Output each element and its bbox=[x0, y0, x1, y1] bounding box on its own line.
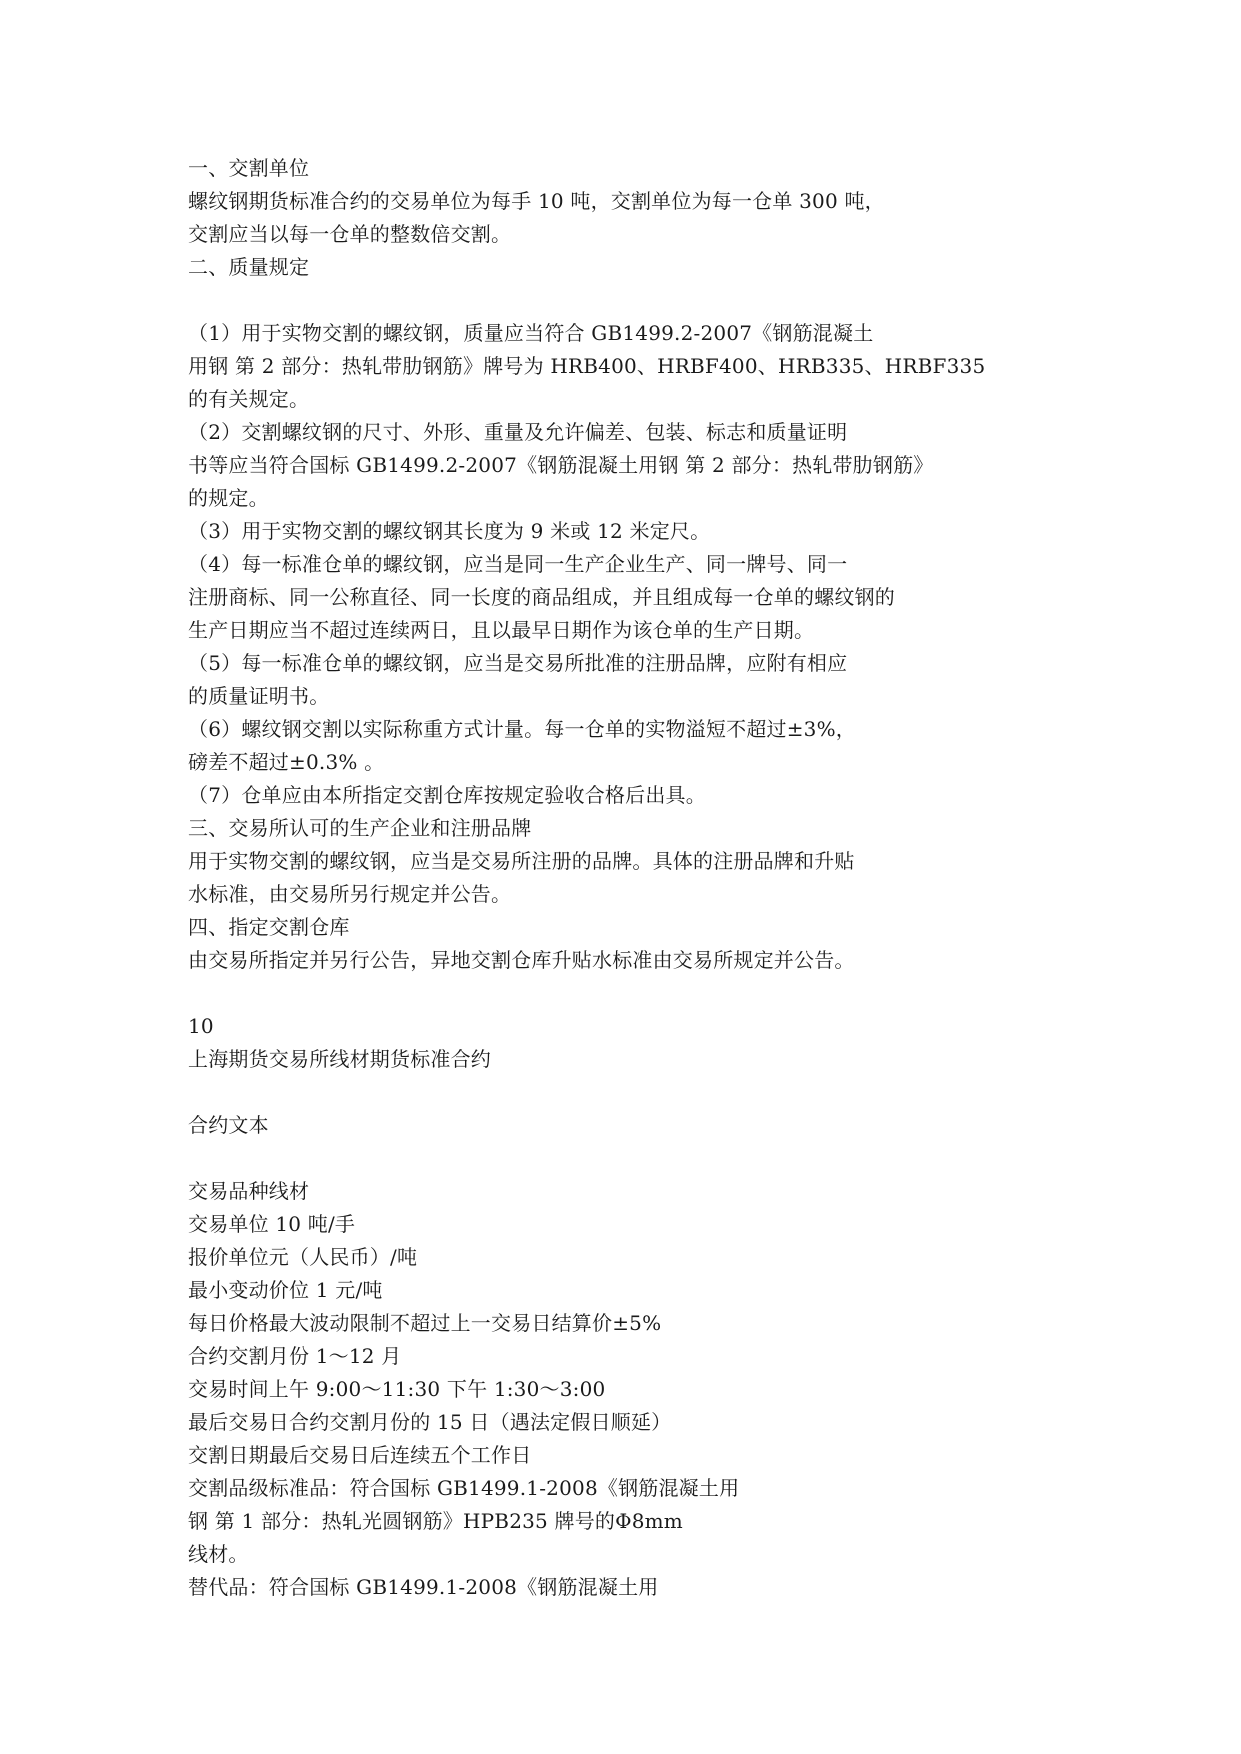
page-number: 10 bbox=[188, 1014, 214, 1038]
paragraph-line: （2）交割螺纹钢的尺寸、外形、重量及允许偏差、包装、标志和质量证明 bbox=[188, 420, 848, 444]
contract-term-line: 最小变动价位 1 元/吨 bbox=[188, 1278, 383, 1302]
contract-term-line: 每日价格最大波动限制不超过上一交易日结算价±5% bbox=[188, 1311, 662, 1335]
paragraph-line: 水标准，由交易所另行规定并公告。 bbox=[188, 882, 512, 906]
paragraph-line: 用于实物交割的螺纹钢，应当是交易所注册的品牌。具体的注册品牌和升贴 bbox=[188, 849, 855, 873]
paragraph-line: 的有关规定。 bbox=[188, 387, 310, 411]
document-page bbox=[188, 152, 1188, 1604]
blank-line bbox=[188, 1076, 1188, 1109]
contract-term-line: 钢 第 1 部分：热轧光圆钢筋》HPB235 牌号的Φ8mm bbox=[188, 1509, 683, 1533]
contract-term-line: 线材。 bbox=[188, 1542, 249, 1566]
paragraph-line: （4）每一标准仓单的螺纹钢，应当是同一生产企业生产、同一牌号、同一 bbox=[188, 552, 848, 576]
contract-term-line: 报价单位元（人民币）/吨 bbox=[188, 1245, 418, 1269]
paragraph-line: 磅差不超过±0.3% 。 bbox=[188, 750, 385, 774]
paragraph-line: 用钢 第 2 部分：热轧带肋钢筋》牌号为 HRB400、HRBF400、HRB335、HRBF335 bbox=[188, 354, 986, 378]
paragraph-line: 的规定。 bbox=[188, 486, 269, 510]
contract-term-line: 交割品级标准品：符合国标 GB1499.1-2008《钢筋混凝土用 bbox=[188, 1476, 740, 1500]
contract-term-line: 交易时间上午 9:00～11:30 下午 1:30～3:00 bbox=[188, 1377, 606, 1401]
section-heading: 合约文本 bbox=[188, 1113, 269, 1137]
paragraph-line: 注册商标、同一公称直径、同一长度的商品组成，并且组成每一仓单的螺纹钢的 bbox=[188, 585, 895, 609]
section-heading: 四、指定交割仓库 bbox=[188, 915, 350, 939]
contract-term-line: 交割日期最后交易日后连续五个工作日 bbox=[188, 1443, 532, 1467]
paragraph-line: 由交易所指定并另行公告，异地交割仓库升贴水标准由交易所规定并公告。 bbox=[188, 948, 855, 972]
paragraph-line: （1）用于实物交割的螺纹钢，质量应当符合 GB1499.2-2007《钢筋混凝土 bbox=[188, 321, 874, 345]
paragraph-line: （3）用于实物交割的螺纹钢其长度为 9 米或 12 米定尺。 bbox=[188, 519, 711, 543]
paragraph-line: 交割应当以每一仓单的整数倍交割。 bbox=[188, 222, 512, 246]
paragraph-line: 生产日期应当不超过连续两日，且以最早日期作为该仓单的生产日期。 bbox=[188, 618, 815, 642]
paragraph-line: 书等应当符合国标 GB1499.2-2007《钢筋混凝土用钢 第 2 部分：热轧带肋钢筋》 bbox=[188, 453, 934, 477]
document-title: 上海期货交易所线材期货标准合约 bbox=[188, 1047, 491, 1071]
paragraph-line: 螺纹钢期货标准合约的交易单位为每手 10 吨，交割单位为每一仓单 300 吨， bbox=[188, 189, 885, 213]
contract-term-line: 交易单位 10 吨/手 bbox=[188, 1212, 356, 1236]
blank-line bbox=[188, 977, 1188, 1010]
section-heading: 二、质量规定 bbox=[188, 255, 310, 279]
contract-term-line: 替代品：符合国标 GB1499.1-2008《钢筋混凝土用 bbox=[188, 1575, 659, 1599]
paragraph-line: 的质量证明书。 bbox=[188, 684, 330, 708]
paragraph-line: （7）仓单应由本所指定交割仓库按规定验收合格后出具。 bbox=[188, 783, 706, 807]
paragraph-line: （5）每一标准仓单的螺纹钢，应当是交易所批准的注册品牌，应附有相应 bbox=[188, 651, 848, 675]
contract-term-line: 最后交易日合约交割月份的 15 日（遇法定假日顺延） bbox=[188, 1410, 672, 1434]
blank-line bbox=[188, 284, 1188, 317]
blank-line bbox=[188, 1142, 1188, 1175]
section-heading: 三、交易所认可的生产企业和注册品牌 bbox=[188, 816, 532, 840]
section-heading: 一、交割单位 bbox=[188, 156, 310, 180]
contract-term-line: 交易品种线材 bbox=[188, 1179, 310, 1203]
contract-term-line: 合约交割月份 1～12 月 bbox=[188, 1344, 402, 1368]
paragraph-line: （6）螺纹钢交割以实际称重方式计量。每一仓单的实物溢短不超过±3%， bbox=[188, 717, 857, 741]
